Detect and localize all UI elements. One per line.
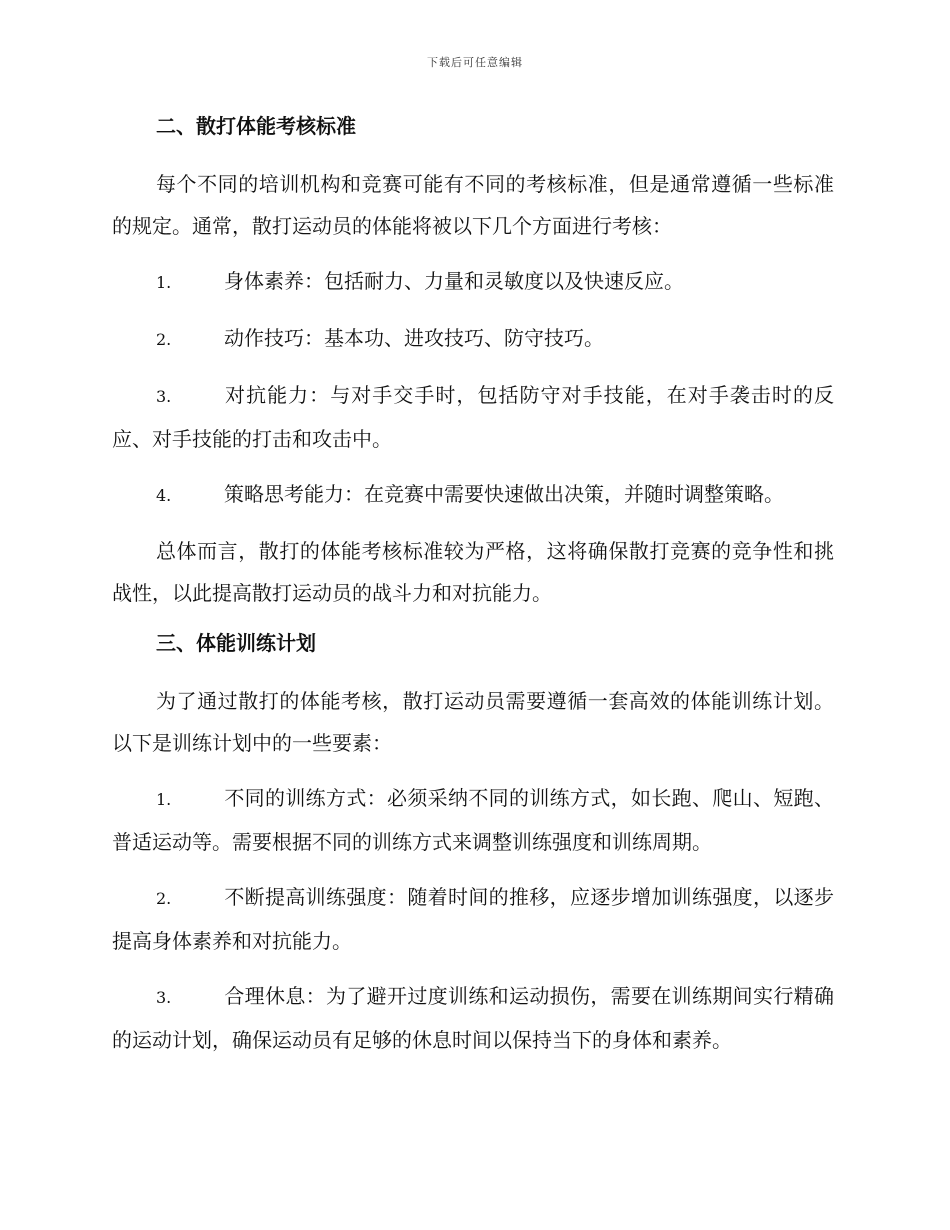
section-conclusion: 总体而言，散打的体能考核标准较为严格，这将确保散打竞赛的竞争性和挑战性，以此提高散打运动员的战斗力和对抗能力。	[112, 539, 834, 605]
section-heading: 三、体能训练计划	[156, 631, 316, 655]
section-intro: 每个不同的培训机构和竞赛可能有不同的考核标准，但是通常遵循一些标准的规定。通常，散打运动员的体能将被以下几个方面进行考核：	[112, 172, 834, 238]
list-item-number: 3.	[156, 387, 172, 406]
list-item-text: 不断提高训练强度：随着时间的推移，应逐步增加训练强度，以逐步提高身体素养和对抗能力。	[112, 885, 834, 953]
list-item-text: 不同的训练方式：必须采纳不同的训练方式，如长跑、爬山、短跑、普适运动等。需要根据不同的训练方式来调整训练强度和训练周期。	[112, 786, 834, 854]
list-item	[112, 473, 834, 517]
list-item	[112, 876, 834, 962]
section-intro: 为了通过散打的体能考核，散打运动员需要遵循一套高效的体能训练计划。以下是训练计划中的一些要素：	[112, 689, 834, 755]
header-note: 下载后可任意编辑	[427, 56, 523, 69]
list-item-number: 3.	[156, 988, 172, 1007]
list-item-text: 身体素养：包括耐力、力量和灵敏度以及快速反应。	[224, 269, 684, 293]
list-item	[112, 317, 834, 361]
list-item	[112, 975, 834, 1061]
list-item-text: 合理休息：为了避开过度训练和运动损伤，需要在训练期间实行精确的运动计划，确保运动员有足够的休息时间以保持当下的身体和素养。	[112, 984, 834, 1052]
list-item	[112, 260, 834, 304]
list-item-number: 2.	[156, 889, 172, 908]
list-item-text: 策略思考能力：在竞赛中需要快速做出决策，并随时调整策略。	[224, 482, 784, 506]
list-item-number: 4.	[156, 486, 172, 505]
list-item	[112, 777, 834, 863]
list-item-number: 1.	[156, 273, 172, 292]
list-item-number: 1.	[156, 790, 172, 809]
list-item-number: 2.	[156, 330, 172, 349]
document-body	[112, 110, 834, 1074]
list-item	[112, 374, 834, 460]
section-heading: 二、散打体能考核标准	[156, 114, 356, 138]
list-item-text: 对抗能力：与对手交手时，包括防守对手技能，在对手袭击时的反应、对手技能的打击和攻击中。	[112, 383, 834, 451]
list-item-text: 动作技巧：基本功、进攻技巧、防守技巧。	[224, 326, 604, 350]
